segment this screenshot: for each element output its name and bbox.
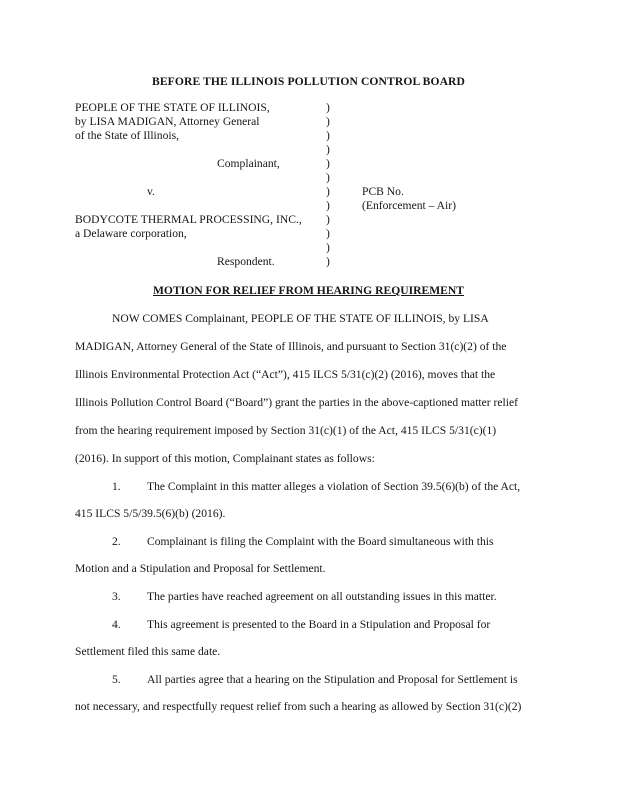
caption-paren: ) — [326, 171, 330, 184]
respondent-label: Respondent. — [217, 255, 275, 268]
case-type: (Enforcement – Air) — [362, 199, 457, 212]
intro-line-3: Illinois Environmental Protection Act (“Act”), 415 ILCS 5/31(c)(2) (2016), moves that the — [75, 368, 496, 381]
caption-paren: ) — [326, 241, 330, 254]
caption-paren: ) — [326, 213, 330, 226]
paragraph-3-line-1: The parties have reached agreement on all outstanding issues in this matter. — [147, 590, 497, 603]
paragraph-2-line-1: Complainant is filing the Complaint with the Board simultaneous with this — [147, 535, 494, 548]
paragraph-1-line-1: The Complaint in this matter alleges a violation of Section 39.5(6)(b) of the Act, — [147, 480, 521, 493]
caption-paren: ) — [326, 101, 330, 114]
pcb-number: PCB No. — [362, 185, 404, 198]
paragraph-4-line-1: This agreement is presented to the Board in a Stipulation and Proposal for — [147, 618, 491, 631]
intro-line-1: NOW COMES Complainant, PEOPLE OF THE STATE OF ILLINOIS, by LISA — [112, 312, 489, 325]
complainant-label: Complainant, — [217, 157, 280, 170]
paragraph-1-line-2: 415 ILCS 5/5/39.5(6)(b) (2016). — [75, 507, 226, 520]
paragraph-number: 5. — [112, 673, 121, 686]
complainant-line-2: by LISA MADIGAN, Attorney General — [75, 115, 260, 128]
paragraph-number: 4. — [112, 618, 121, 631]
caption-paren: ) — [326, 129, 330, 142]
intro-line-6: (2016). In support of this motion, Complainant states as follows: — [75, 452, 375, 465]
caption-paren: ) — [326, 227, 330, 240]
intro-line-4: Illinois Pollution Control Board (“Board”) grant the parties in the above-captioned matter relief — [75, 396, 519, 409]
paragraph-4-line-2: Settlement filed this same date. — [75, 645, 221, 658]
paragraph-2-line-2: Motion and a Stipulation and Proposal for Settlement. — [75, 562, 326, 575]
complainant-line-3: of the State of Illinois, — [75, 129, 180, 142]
caption-paren: ) — [326, 185, 330, 198]
caption-paren: ) — [326, 157, 330, 170]
respondent-line-2: a Delaware corporation, — [75, 227, 187, 240]
paragraph-number: 2. — [112, 535, 121, 548]
paragraph-number: 1. — [112, 480, 121, 493]
paragraph-5-line-2: not necessary, and respectfully request relief from such a hearing as allowed by Section 31(c)(2) — [75, 700, 522, 713]
caption-paren: ) — [326, 115, 330, 128]
motion-title: MOTION FOR RELIEF FROM HEARING REQUIREMENT — [152, 284, 464, 297]
caption-paren: ) — [326, 255, 330, 268]
intro-line-5: from the hearing requirement imposed by Section 31(c)(1) of the Act, 415 ILCS 5/31(c)(1) — [75, 424, 497, 437]
caption-paren: ) — [326, 143, 330, 156]
intro-line-2: MADIGAN, Attorney General of the State of Illinois, and pursuant to Section 31(c)(2) of the — [75, 340, 507, 353]
versus: v. — [147, 185, 155, 198]
respondent-line-1: BODYCOTE THERMAL PROCESSING, INC., — [75, 213, 302, 226]
paragraph-5-line-1: All parties agree that a hearing on the Stipulation and Proposal for Settlement is — [147, 673, 518, 686]
caption-paren: ) — [326, 199, 330, 212]
complainant-line-1: PEOPLE OF THE STATE OF ILLINOIS, — [75, 101, 270, 114]
board-title: BEFORE THE ILLINOIS POLLUTION CONTROL BOARD — [152, 75, 465, 88]
paragraph-number: 3. — [112, 590, 121, 603]
